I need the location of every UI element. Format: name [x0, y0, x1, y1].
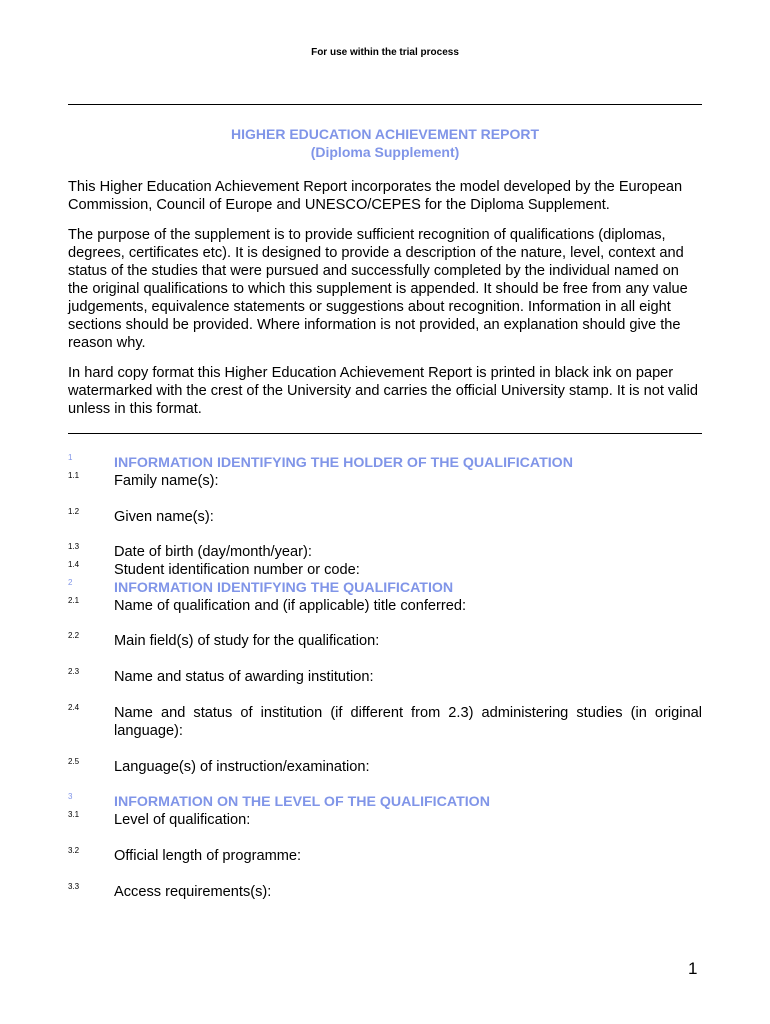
field-number: 2.4 [68, 703, 80, 712]
field-number: 2.1 [68, 596, 80, 605]
section-divider [68, 433, 702, 434]
field-number: 3.2 [68, 846, 80, 855]
field-number: 1.3 [68, 542, 80, 551]
field-number: 2.2 [68, 631, 80, 640]
section-number: 1 [68, 453, 73, 462]
field-label: Level of qualification: [114, 812, 251, 828]
field-label: Date of birth (day/month/year): [114, 544, 312, 560]
top-divider [68, 104, 702, 105]
field-label: Name and status of institution (if different from 2.3) administering studies (in original language): [114, 705, 702, 739]
field-number: 2.5 [68, 757, 80, 766]
field-label: Official length of programme: [114, 848, 302, 864]
field-label: Given name(s): [114, 509, 214, 525]
field-label: Name of qualification and (if applicable) title conferred: [114, 598, 467, 614]
field-label: Language(s) of instruction/examination: [114, 759, 370, 775]
field-label: Student identification number or code: [114, 562, 360, 578]
intro-paragraph-1: This Higher Education Achievement Report incorporates the model developed by the European Commission, Council of Europe and UNESCO/CEPES for the Diploma Supplement. [68, 179, 683, 213]
field-number: 2.3 [68, 667, 80, 676]
field-label: Name and status of awarding institution: [114, 669, 374, 685]
field-label: Main field(s) of study for the qualification: [114, 633, 380, 649]
section-title: INFORMATION IDENTIFYING THE QUALIFICATION [114, 580, 454, 596]
field-label: Family name(s): [114, 473, 219, 489]
intro-paragraph-3: In hard copy format this Higher Education Achievement Report is printed in black ink on paper watermarked with the crest of the University and carries the official University stamp. It is not valid unless in this format. [68, 365, 698, 417]
field-number: 1.2 [68, 507, 80, 516]
field-number: 3.3 [68, 882, 80, 891]
field-number: 1.1 [68, 471, 80, 480]
header-note: For use within the trial process [311, 47, 459, 58]
intro-paragraph-2: The purpose of the supplement is to provide sufficient recognition of qualifications (diplomas, degrees, certificates etc). It is designed to provide a description of the nature, level, context and status of the studies that were pursued and successfully completed by the individual named on the original qualifications to which this supplement is appended. It should be free from any value judgements, equivalence statements or suggestions about recognition. Information in all eight sections should be provided. Where information is not provided, an explanation should give the reason why. [68, 227, 688, 351]
section-title: INFORMATION IDENTIFYING THE HOLDER OF THE QUALIFICATION [114, 455, 573, 471]
section-title: INFORMATION ON THE LEVEL OF THE QUALIFICATION [114, 794, 490, 810]
section-number: 3 [68, 792, 73, 801]
document-title [0, 125, 770, 161]
field-number: 1.4 [68, 560, 80, 569]
section-number: 2 [68, 578, 73, 587]
field-number: 3.1 [68, 810, 80, 819]
title-line-1: HIGHER EDUCATION ACHIEVEMENT REPORT [230, 126, 539, 142]
title-line-2: (Diploma Supplement) [310, 144, 460, 160]
page-number: 1 [688, 959, 698, 978]
field-label: Access requirements(s): [114, 884, 272, 900]
